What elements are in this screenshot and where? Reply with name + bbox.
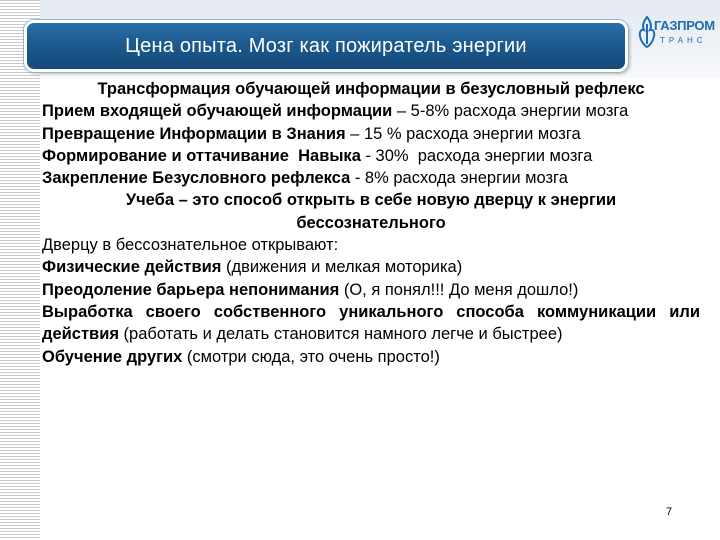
item-text: - 30% расхода энергии мозга: [360, 146, 593, 165]
list-item: [42, 167, 700, 189]
section-heading: Учеба – это способ открыть в себе новую дверцу к энергии бессознательного: [125, 191, 617, 232]
section-heading: Трансформация обучающей информации в безусловный рефлекс: [97, 80, 645, 98]
page-number: 7: [666, 506, 673, 518]
item-text: - 8% расхода энергии мозга: [350, 169, 568, 188]
item-title: Прием входящей обучающей информации: [42, 102, 393, 121]
list-item: [42, 279, 700, 301]
list-item: [42, 256, 700, 278]
item-text: (смотри сюда, это очень просто!): [182, 347, 440, 366]
intro-text: Дверцу в бессознательное открывают:: [42, 236, 339, 255]
list-item: [42, 145, 700, 167]
decorative-stripes: [0, 0, 40, 540]
item-title: Физические действия: [42, 258, 222, 277]
item-text: (движения и мелкая моторика): [221, 258, 463, 277]
list-item: [42, 346, 700, 368]
slide-content: [42, 78, 700, 368]
list-item: [42, 123, 700, 145]
company-logo: [636, 16, 715, 50]
list-item: [42, 100, 700, 122]
logo-brand-text: ГАЗПРОМ: [654, 18, 715, 33]
item-title: Закрепление Безусловного рефлекса: [42, 169, 351, 188]
logo-sub-text: ТРАНС: [660, 36, 707, 45]
item-title: Выработка своего собственного уникального способа коммуникации или действия: [42, 302, 700, 344]
item-title: Формирование и оттачивание Навыка: [42, 146, 361, 165]
item-text: – 15 % расхода энергии мозга: [345, 124, 581, 143]
item-title: Превращение Информации в Знания: [42, 124, 346, 143]
item-title: Преодоление барьера непонимания: [42, 280, 340, 299]
title-banner: [24, 20, 628, 72]
item-text: (О, я понял!!! До меня дошло!): [339, 280, 579, 299]
item-title: Обучение других: [42, 347, 183, 366]
list-item: [42, 301, 700, 346]
item-text: – 5-8% расхода энергии мозга: [392, 102, 629, 121]
item-text: (работать и делать становится намного легче и быстрее): [118, 325, 563, 344]
page-title: Цена опыта. Мозг как пожиратель энергии: [125, 34, 527, 57]
